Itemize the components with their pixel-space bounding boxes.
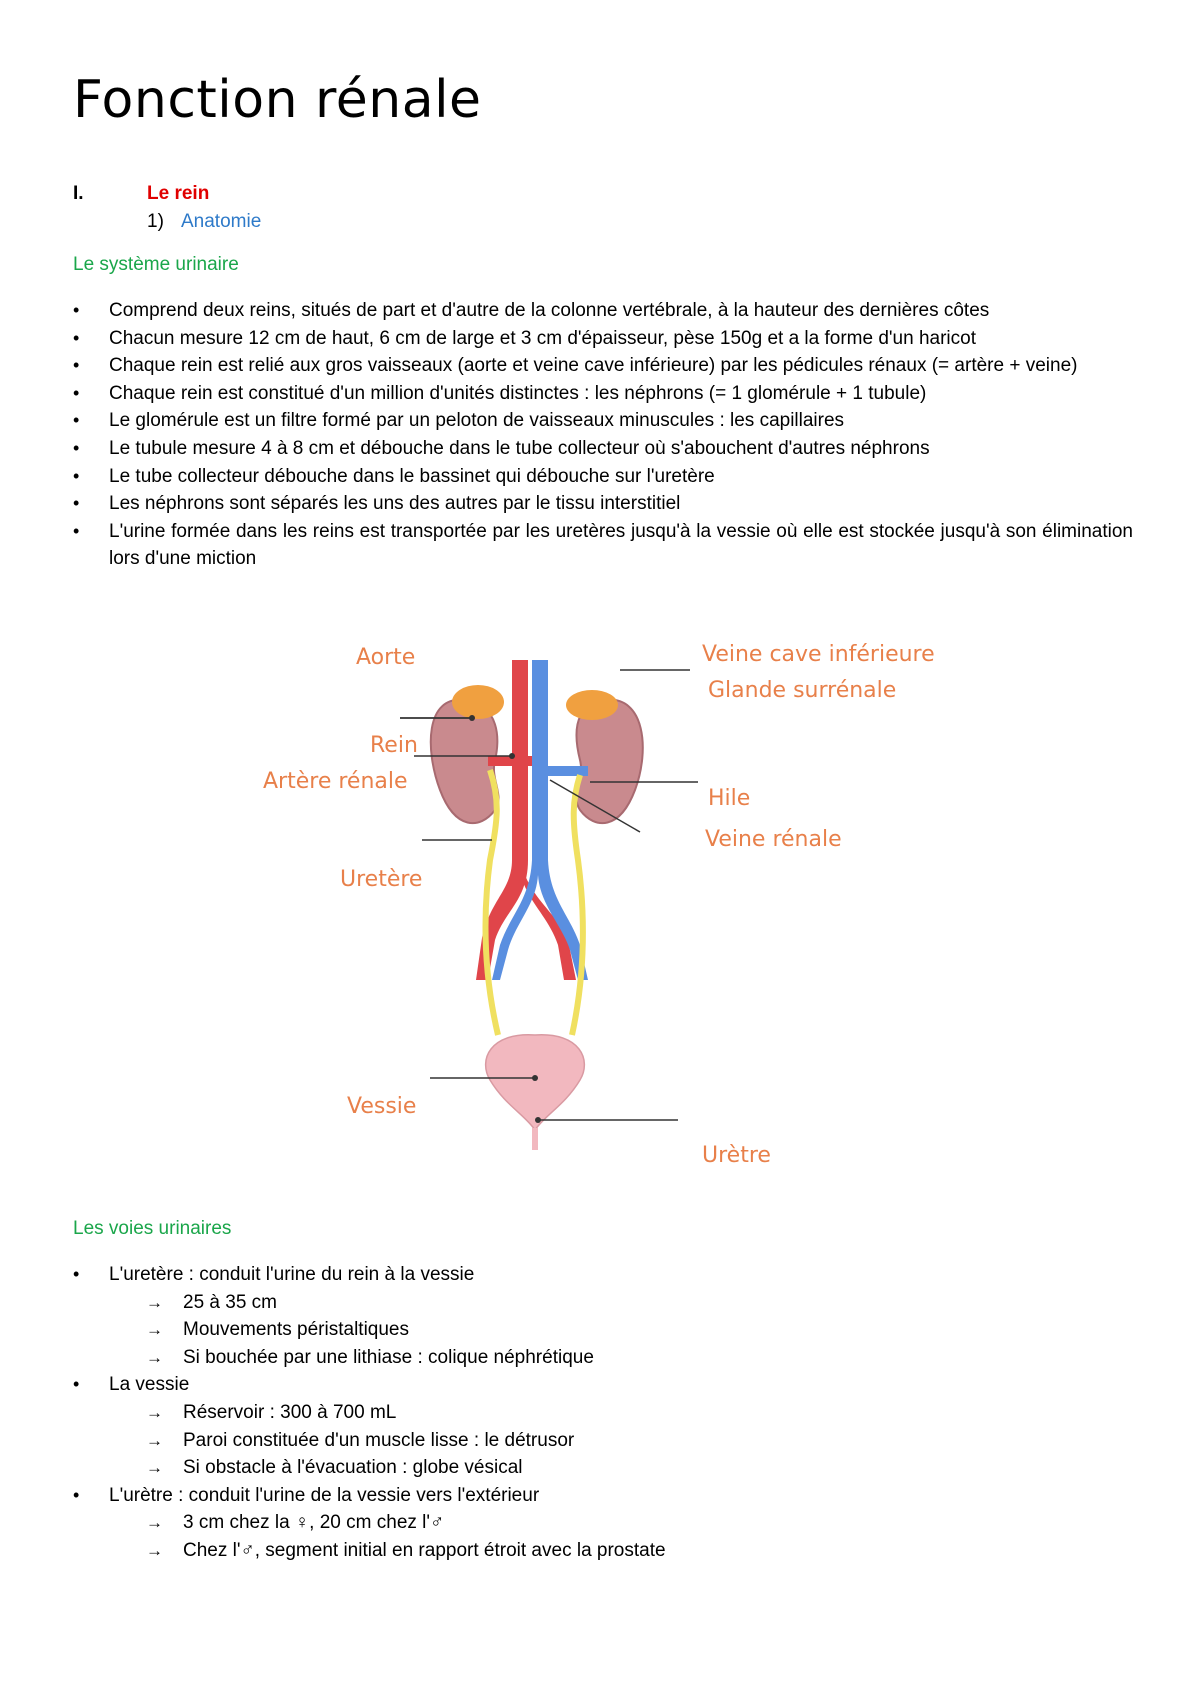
arrow-icon: →	[146, 1430, 163, 1450]
urethra	[532, 1128, 538, 1150]
list-item: • L'urètre : conduit l'urine de la vessie vers l'extérieur → 3 cm chez la ♀, 20 cm chez l'♂ → Chez l'♂, segment initial en rapport étroit avec la prostate	[0, 1482, 1133, 1565]
subsection-number: 1)	[147, 211, 164, 232]
label-veine-renale: Veine rénale	[705, 827, 842, 852]
list-item: • Comprend deux reins, situés de part et d'autre de la colonne vertébrale, à la hauteur des dernières côtes	[0, 297, 1133, 325]
list-item: • Chacun mesure 12 cm de haut, 6 cm de large et 3 cm d'épaisseur, pèse 150g et a la forme d'un haricot	[0, 325, 1133, 353]
list-item: • L'uretère : conduit l'urine du rein à la vessie → 25 à 35 cm → Mouvements péristaltiques → Si bouchée par une lithiase : colique néphrétique	[0, 1261, 1133, 1371]
heading-systeme-urinaire: Le système urinaire	[73, 254, 239, 275]
sub-list	[109, 1399, 1133, 1482]
bullet-icon: •	[73, 410, 80, 431]
label-rein: Rein	[370, 733, 418, 758]
bullet-icon: •	[73, 465, 80, 486]
arrow-icon: →	[146, 1320, 163, 1340]
heading-voies-urinaires: Les voies urinaires	[73, 1218, 232, 1239]
bullet-icon: •	[73, 382, 80, 403]
section-number: I.	[73, 183, 84, 204]
bullet-icon: •	[73, 327, 80, 348]
label-artere-renale: Artère rénale	[263, 769, 408, 794]
voies-list	[0, 1261, 1200, 1565]
page-title: Fonction rénale	[73, 70, 482, 130]
section-title: Le rein	[147, 183, 210, 204]
bladder	[486, 1035, 585, 1130]
sub-list-item: → Réservoir : 300 à 700 mL	[109, 1399, 1133, 1427]
sub-list-item: → Chez l'♂, segment initial en rapport étroit avec la prostate	[109, 1537, 1133, 1565]
label-uretre: Urètre	[702, 1143, 771, 1168]
label-uretere: Uretère	[340, 867, 423, 892]
list-item: • La vessie → Réservoir : 300 à 700 mL → Paroi constituée d'un muscle lisse : le détrusor → Si obstacle à l'évacuation : globe vésical	[0, 1371, 1133, 1481]
label-hile: Hile	[708, 786, 751, 811]
sub-list-item: → Si bouchée par une lithiase : colique néphrétique	[109, 1344, 1133, 1372]
list-item: • Chaque rein est constitué d'un million d'unités distinctes : les néphrons (= 1 glomérule + 1 tubule)	[0, 380, 1133, 408]
urinary-system-diagram	[250, 642, 990, 1190]
sub-list-item: → Paroi constituée d'un muscle lisse : le détrusor	[109, 1427, 1133, 1455]
arrow-icon: →	[146, 1458, 163, 1478]
right-ureter	[572, 775, 583, 1035]
bullet-icon: •	[73, 437, 80, 458]
bullet-icon: •	[73, 1484, 80, 1505]
arrow-icon: →	[146, 1513, 163, 1533]
sub-list-item: → Si obstacle à l'évacuation : globe vésical	[109, 1454, 1133, 1482]
sub-list-item: → 3 cm chez la ♀, 20 cm chez l'♂	[109, 1509, 1133, 1537]
label-veine-cave: Veine cave inférieure	[702, 642, 935, 667]
sub-list-item: → 25 à 35 cm	[109, 1289, 1133, 1317]
label-glande-surrenale: Glande surrénale	[708, 678, 897, 703]
list-item: • Chaque rein est relié aux gros vaisseaux (aorte et veine cave inférieure) par les pédicules rénaux (= artère + veine)	[0, 352, 1133, 380]
right-adrenal-gland	[566, 690, 618, 720]
bullet-icon: •	[73, 1374, 80, 1395]
list-item: • Les néphrons sont séparés les uns des autres par le tissu interstitiel	[0, 490, 1133, 518]
sub-list	[109, 1509, 1133, 1564]
right-renal-vessel	[548, 766, 588, 776]
arrow-icon: →	[146, 1292, 163, 1312]
label-aorte: Aorte	[356, 645, 416, 670]
sub-list	[109, 1289, 1133, 1372]
left-adrenal-gland	[452, 685, 504, 719]
bullet-icon: •	[73, 355, 80, 376]
arrow-icon: →	[146, 1347, 163, 1367]
bullet-icon: •	[73, 1264, 80, 1284]
bullet-icon: •	[73, 300, 80, 320]
list-item: • Le tube collecteur débouche dans le bassinet qui débouche sur l'uretère	[0, 463, 1133, 491]
label-vessie: Vessie	[347, 1094, 417, 1119]
list-item: • Le tubule mesure 4 à 8 cm et débouche dans le tube collecteur où s'abouchent d'autres néphrons	[0, 435, 1133, 463]
systeme-list	[0, 297, 1200, 573]
list-item: • Le glomérule est un filtre formé par un peloton de vaisseaux minuscules : les capillaires	[0, 407, 1133, 435]
sub-list-item: → Mouvements péristaltiques	[109, 1316, 1133, 1344]
bullet-icon: •	[73, 520, 80, 541]
subsection-title: Anatomie	[181, 211, 262, 232]
bullet-icon: •	[73, 493, 80, 514]
arrow-icon: →	[146, 1540, 163, 1560]
list-item: • L'urine formée dans les reins est transportée par les uretères jusqu'à la vessie où elle est stockée jusqu'à son élimination lors d'une miction	[0, 518, 1133, 573]
arrow-icon: →	[146, 1402, 163, 1422]
